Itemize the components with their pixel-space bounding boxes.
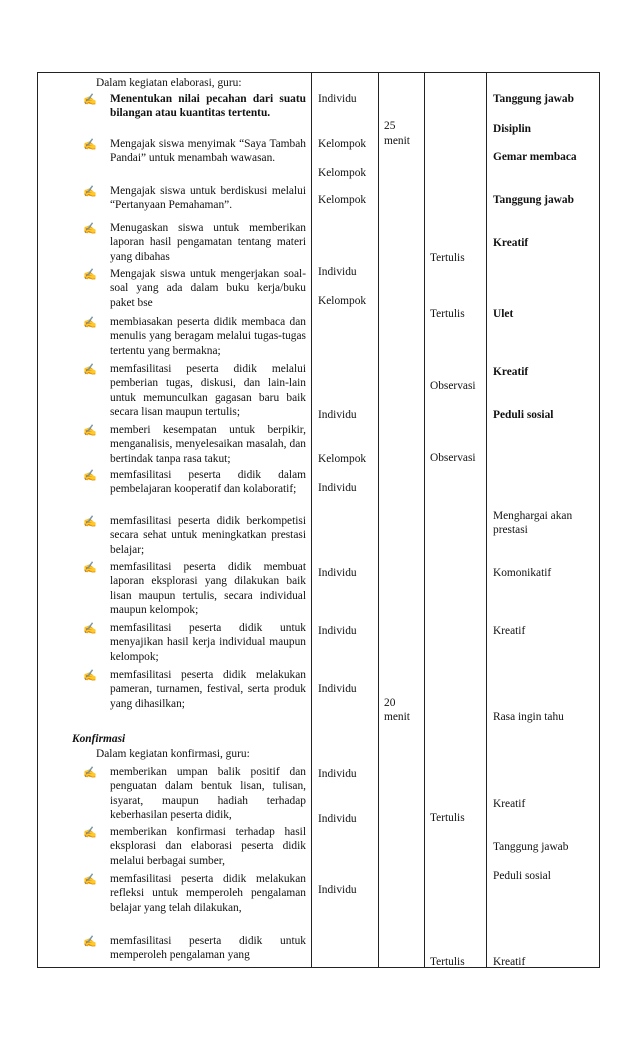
assessment-cell: Observasi xyxy=(430,452,476,464)
pencil-bullet-icon: ✍ xyxy=(83,223,97,235)
pencil-bullet-icon: ✍ xyxy=(83,516,97,528)
grouping-cell: Kelompok xyxy=(318,167,367,179)
grouping-cell: Individu xyxy=(318,482,357,494)
konfirmasi-heading: Konfirmasi xyxy=(72,733,126,745)
character-cell: Kreatif xyxy=(493,956,526,968)
list-item: memfasilitasi peserta didik dalam pembelajaran kooperatif dan kolaboratif; xyxy=(110,469,306,496)
list-item: memfasilitasi peserta didik membuat laporan eksplorasi yang dilakukan baik lisan maupun tertulis, secara individual maupun kelompok; xyxy=(110,561,306,616)
list-item: Mengajak siswa untuk berdiskusi melalui “Pertanyaan Pemahaman”. xyxy=(110,185,306,212)
grouping-cell: Individu xyxy=(318,567,357,579)
column-divider xyxy=(486,73,487,967)
time-unit: menit xyxy=(384,135,410,147)
pencil-bullet-icon: ✍ xyxy=(83,767,97,779)
grouping-cell: Kelompok xyxy=(318,138,367,150)
assessment-cell: Observasi xyxy=(430,380,476,392)
character-cell: Kreatif xyxy=(493,625,526,637)
grouping-cell: Individu xyxy=(318,409,357,421)
pencil-bullet-icon: ✍ xyxy=(83,269,97,281)
pencil-bullet-icon: ✍ xyxy=(83,470,97,482)
grouping-cell: Individu xyxy=(318,813,357,825)
character-cell: Gemar membaca xyxy=(493,151,577,163)
list-item: Menentukan nilai pecahan dari suatu bilangan atau kuantitas tertentu. xyxy=(110,93,306,120)
grouping-cell: Kelompok xyxy=(318,295,367,307)
character-cell: Ulet xyxy=(493,308,514,320)
list-item: membiasakan peserta didik membaca dan menulis yang beragam melalui tugas-tugas tertentu yang bermakna; xyxy=(110,316,306,357)
time-value: 20 xyxy=(384,697,396,709)
grouping-cell: Individu xyxy=(318,683,357,695)
list-item: memfasilitasi peserta didik untuk memperoleh pengalaman yang xyxy=(110,935,306,962)
character-cell: Menghargai akan prestasi xyxy=(493,510,573,536)
pencil-bullet-icon: ✍ xyxy=(83,623,97,635)
character-cell: Kreatif xyxy=(493,798,526,810)
character-cell: Kreatif xyxy=(493,237,529,249)
character-cell: Peduli sosial xyxy=(493,870,551,882)
character-cell: Komonikatif xyxy=(493,567,552,579)
assessment-cell: Tertulis xyxy=(430,252,465,264)
column-divider xyxy=(311,73,312,967)
list-item: Menugaskan siswa untuk memberikan laporan hasil pengamatan tentang materi yang dibahas xyxy=(110,222,306,263)
assessment-cell: Tertulis xyxy=(430,956,465,968)
pencil-bullet-icon: ✍ xyxy=(83,425,97,437)
list-item: memfasilitasi peserta didik melalui pemberian tugas, diskusi, dan lain-lain untuk memunculkan gagasan baru baik secara lisan maupun tertulis; xyxy=(110,363,306,418)
list-item: Mengajak siswa menyimak “Saya Tambah Pandai” untuk menambah wawasan. xyxy=(110,138,306,165)
list-item: Mengajak siswa untuk mengerjakan soal-soal yang ada dalam buku kerja/buku paket bse xyxy=(110,268,306,309)
assessment-cell: Tertulis xyxy=(430,812,465,824)
character-cell: Tanggung jawab xyxy=(493,841,569,853)
pencil-bullet-icon: ✍ xyxy=(83,139,97,151)
column-divider xyxy=(378,73,379,967)
grouping-cell: Individu xyxy=(318,625,357,637)
konfirmasi-intro: Dalam kegiatan konfirmasi, guru: xyxy=(96,748,250,760)
pencil-bullet-icon: ✍ xyxy=(83,936,97,948)
character-cell: Tanggung jawab xyxy=(493,93,574,105)
time-value: 25 xyxy=(384,120,396,132)
pencil-bullet-icon: ✍ xyxy=(83,317,97,329)
grouping-cell: Individu xyxy=(318,266,357,278)
list-item: memberikan konfirmasi terhadap hasil eksplorasi dan elaborasi peserta didik melalui berbagai sumber, xyxy=(110,826,306,867)
character-cell: Disiplin xyxy=(493,123,531,135)
pencil-bullet-icon: ✍ xyxy=(83,827,97,839)
grouping-cell: Individu xyxy=(318,93,357,105)
grouping-cell: Individu xyxy=(318,884,357,896)
list-item: memfasilitasi peserta didik melakukan refleksi untuk memperoleh pengalaman belajar yang telah dilakukan, xyxy=(110,873,306,914)
lesson-plan-table xyxy=(37,72,600,968)
character-cell: Tanggung jawab xyxy=(493,194,574,206)
grouping-cell: Kelompok xyxy=(318,453,367,465)
character-cell: Peduli sosial xyxy=(493,409,554,421)
pencil-bullet-icon: ✍ xyxy=(83,94,97,106)
list-item: memberikan umpan balik positif dan penguatan dalam bentuk lisan, tulisan, isyarat, maupun hadiah terhadap keberhasilan peserta didik, xyxy=(110,766,306,821)
list-item: memfasilitasi peserta didik berkompetisi secara sehat untuk meningkatkan prestasi belajar; xyxy=(110,515,306,556)
pencil-bullet-icon: ✍ xyxy=(83,874,97,886)
pencil-bullet-icon: ✍ xyxy=(83,562,97,574)
grouping-cell: Individu xyxy=(318,768,357,780)
time-unit: menit xyxy=(384,711,410,723)
character-cell: Rasa ingin tahu xyxy=(493,711,564,723)
elaborasi-intro: Dalam kegiatan elaborasi, guru: xyxy=(96,77,242,89)
character-cell: Kreatif xyxy=(493,366,529,378)
list-item: memfasilitasi peserta didik untuk menyajikan hasil kerja individual maupun kelompok; xyxy=(110,622,306,663)
column-divider xyxy=(424,73,425,967)
pencil-bullet-icon: ✍ xyxy=(83,186,97,198)
pencil-bullet-icon: ✍ xyxy=(83,364,97,376)
grouping-cell: Kelompok xyxy=(318,194,367,206)
pencil-bullet-icon: ✍ xyxy=(83,670,97,682)
list-item: memfasilitasi peserta didik melakukan pameran, turnamen, festival, serta produk yang dihasilkan; xyxy=(110,669,306,710)
assessment-cell: Tertulis xyxy=(430,308,465,320)
list-item: memberi kesempatan untuk berpikir, menganalisis, menyelesaikan masalah, dan bertindak tanpa rasa takut; xyxy=(110,424,306,465)
